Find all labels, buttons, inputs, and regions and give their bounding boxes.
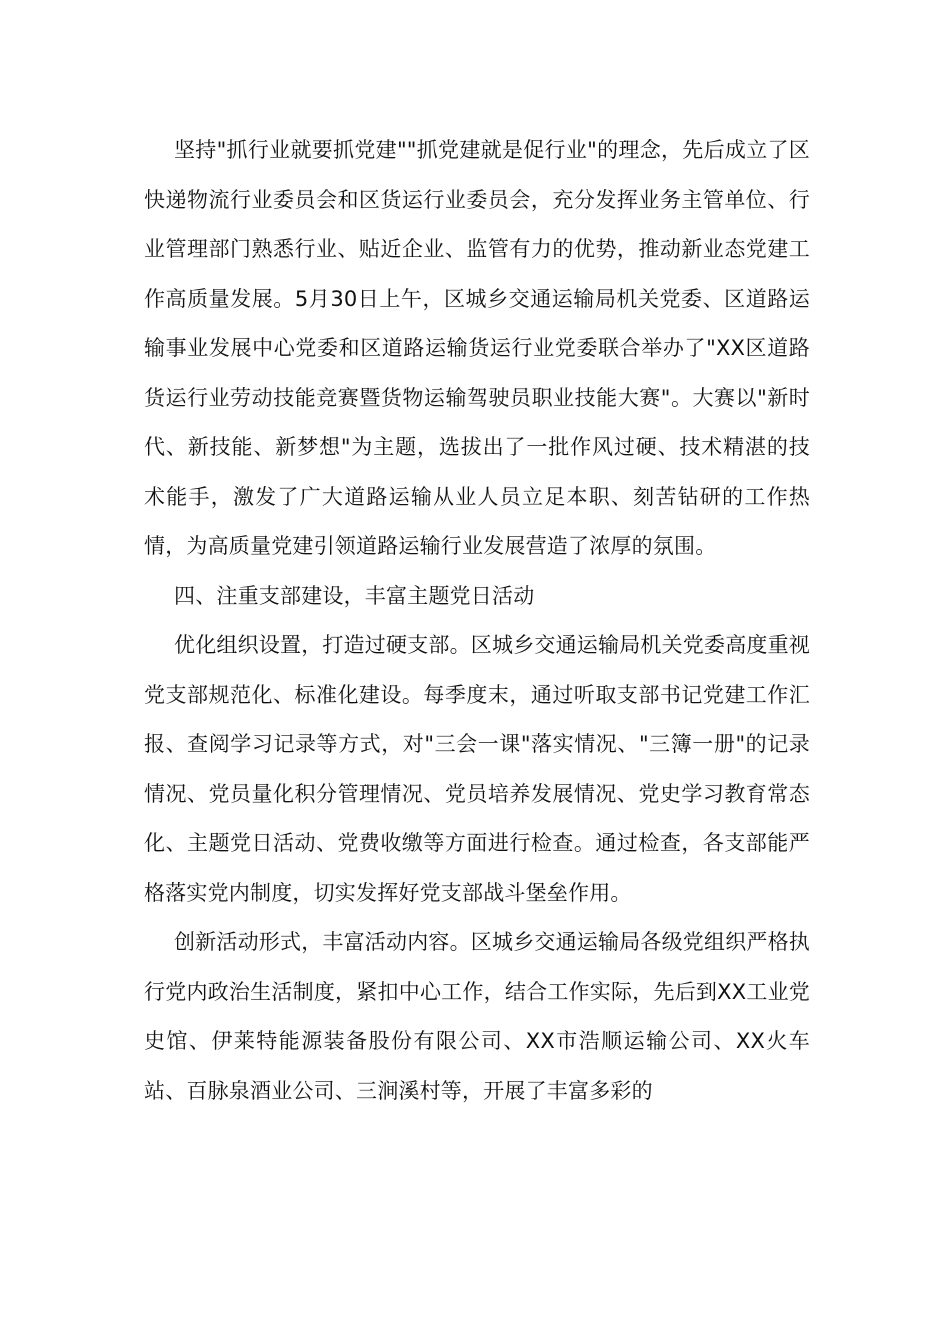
section-heading-4: 四、注重支部建设，丰富主题党日活动 [174, 583, 535, 608]
paragraph-activity-forms: 创新活动形式，丰富活动内容。区城乡交通运输局各级党组织严格执行党内政治生活制度，紧扣中心工作，结合工作实际，先后到XX工业党史馆、伊莱特能源装备股份有限公司、XX市浩顺运输公司、XX火车站、百脉泉酒业公司、三涧溪村等，开展了丰富多彩的 [144, 930, 810, 1103]
document-body [144, 126, 810, 1116]
paragraph-industry-party-building: 坚持"抓行业就要抓党建""抓党建就是促行业"的理念，先后成立了区快递物流行业委员会和区货运行业委员会，充分发挥业务主管单位、行业管理部门熟悉行业、贴近企业、监管有力的优势，推动新业态党建工作高质量发展。5月30日上午，区城乡交通运输局机关党委、区道路运输事业发展中心党委和区道路运输货运行业党委联合举办了"XX区道路货运行业劳动技能竞赛暨货物运输驾驶员职业技能大赛"。大赛以"新时代、新技能、新梦想"为主题，选拔出了一批作风过硬、技术精湛的技术能手，激发了广大道路运输从业人员立足本职、刻苦钻研的工作热情，为高质量党建引领道路运输行业发展营造了浓厚的氛围。 [144, 138, 810, 558]
paragraph-branch-construction: 优化组织设置，打造过硬支部。区城乡交通运输局机关党委高度重视党支部规范化、标准化建设。每季度末，通过听取支部书记党建工作汇报、查阅学习记录等方式，对"三会一课"落实情况、"三簿一册"的记录情况、党员量化积分管理情况、党员培养发展情况、党史学习教育常态化、主题党日活动、党费收缴等方面进行检查。通过检查，各支部能严格落实党内制度，切实发挥好党支部战斗堡垒作用。 [144, 633, 810, 905]
